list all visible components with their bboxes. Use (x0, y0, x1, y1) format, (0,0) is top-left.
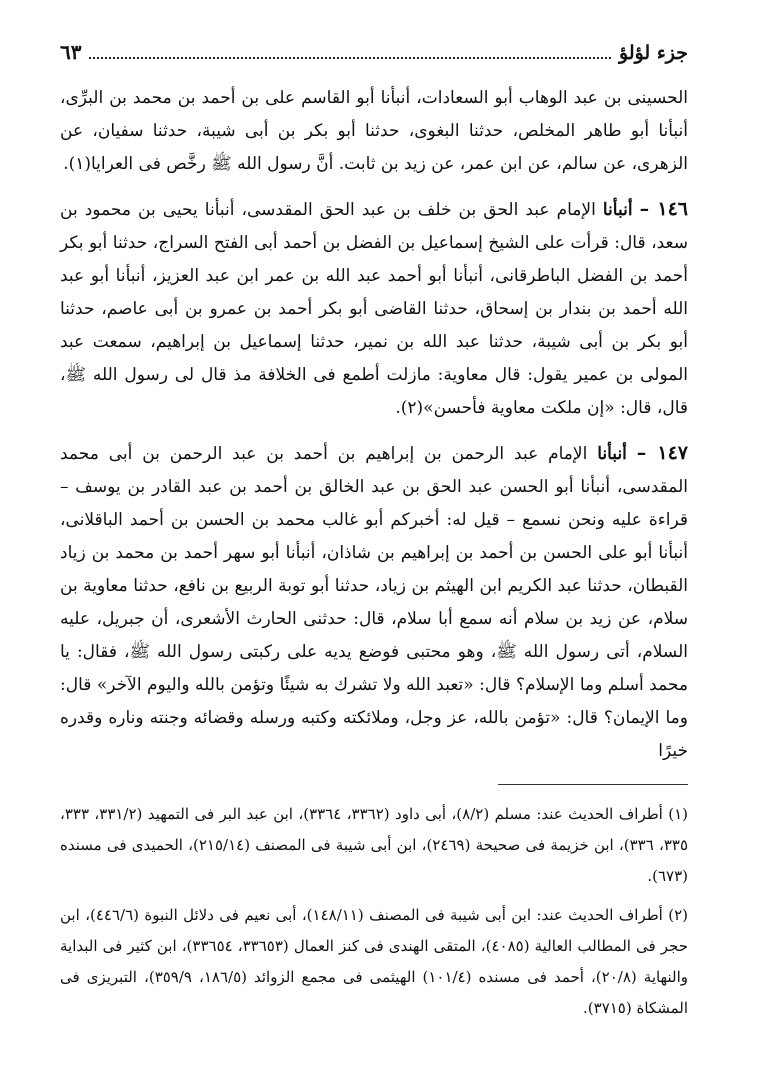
footnote-separator (498, 784, 688, 785)
running-header (60, 40, 688, 68)
paragraph-text: الحسينى بن عبد الوهاب أبو السعادات، أنبأنا أبو القاسم على بن أحمد بن محمد بن البرِّى، أنبأنا أبو طاهر المخلص، حدثنا البغوى، حدثنا أبو بكر بن أبى شيبة، حدثنا سفيان، عن الزهرى، عن سالم، عن ابن عمر، عن زيد بن ثابت. أنَّ رسول الله ﷺ رخَّص فى العرايا(١). (60, 88, 688, 174)
footnote-2: (٢) أطراف الحديث عند: ابن أبى شيبة فى المصنف (١٤٨/١١)، أبى نعيم فى دلائل النبوة (٤٤٦/٦)، ابن حجر فى المطالب العالية (٤٠٨٥)، المتقى الهندى فى كنز العمال (٣٣٦٥٣، ٣٣٦٥٤)، ابن كثير فى البداية والنهاية (٢٠/٨)، أحمد فى مسنده (١٠١/٤) الهيثمى فى مجمع الزوائد (١٨٦/٥، ٣٥٩/٩)، التبريزى فى المشكاة (٣٧١٥). (60, 906, 688, 1017)
hadith-lead-word: أنبأنا (597, 444, 627, 464)
paragraph-continuation (60, 82, 688, 181)
paragraph-text: الإمام عبد الحق بن خلف بن عبد الحق المقدسى، أنبأنا يحيى بن محمود بن سعد، قال: قرأت على الشيخ إسماعيل بن الفضل بن أحمد أبى الفتح السراج، حدثنا أبو بكر أحمد بن الفضل الباطرقانى، أنبأنا أبو أحمد عبد الله بن عمر ابن عبد العزيز، أنبأنا أبو عبد الله أحمد بن بندار بن إسحاق، حدثنا القاضى أبو بكر أحمد بن عمرو بن أبى عاصم، حدثنا أبو بكر بن أبى شيبة، حدثنا عبد الله بن نمير، حدثنا إسماعيل بن إبراهيم، سمعت عبد المولى بن عمير يقول: قال معاوية: مازلت أطمع فى الخلافة مذ قال لى رسول الله ﷺ، قال، قال: «إن ملكت معاوية فأحسن»(٢). (60, 200, 688, 418)
paragraph-text: الإمام عبد الرحمن بن إبراهيم بن أحمد بن عبد الرحمن بن أبى محمد المقدسى، أنبأنا أبو الحسن عبد الحق بن عبد الخالق بن أحمد بن عبد القادر بن يوسف – قراءة عليه ونحن نسمع – قيل له: أخبركم أبو غالب محمد بن الحسن بن أحمد الباقلانى، أنبأنا أبو على الحسن بن أحمد بن إبراهيم بن شاذان، أنبأنا أبو سهر أحمد بن محمد بن زياد القبطان، حدثنا عبد الكريم ابن الهيثم بن زياد، حدثنا أبو توبة الربيع بن نافع، حدثنا معاوية بن سلام، عن زيد بن سلام أنه سمع أبا سلام، قال: حدثنى الحارث الأشعرى، أن جبريل، عليه السلام، أتى رسول الله ﷺ، وهو محتبى فوضع يديه على ركبتى رسول الله ﷺ، فقال: يا محمد أسلم وما الإسلام؟ قال: «تعبد الله ولا تشرك به شيئًا وتؤمن بالله واليوم الآخر» قال: وما الإيمان؟ قال: «تؤمن بالله، عز وجل، وملائكته وكتبه ورسله وقضائه وجنته وناره وقدره خيرًا (60, 444, 688, 761)
hadith-lead-word: أنبأنا (602, 200, 633, 220)
hadith-147 (60, 437, 688, 768)
main-text (60, 82, 688, 768)
hadith-number: ١٤٦ – (639, 198, 688, 220)
hadith-146 (60, 193, 688, 425)
page-number: ٦٣ (60, 40, 82, 64)
footnote-1: (١) أطراف الحديث عند: مسلم (٨/٢)، أبى داود (٣٣٦٢، ٣٣٦٤)، ابن عبد البر فى التمهيد (٣٣١/٢، ٣٣٣، ٣٣٥، ٣٣٦)، ابن خزيمة فى صحيحة (٢٤٦٩)، ابن أبى شيبة فى المصنف (٢١٥/١٤)، الحميدى فى مسنده (٦٧٣). (60, 805, 689, 885)
footnotes (60, 799, 688, 1024)
hadith-number: ١٤٧ – (636, 442, 688, 464)
dotted-leader (89, 57, 611, 59)
book-title: جزء لؤلؤ (619, 42, 688, 64)
